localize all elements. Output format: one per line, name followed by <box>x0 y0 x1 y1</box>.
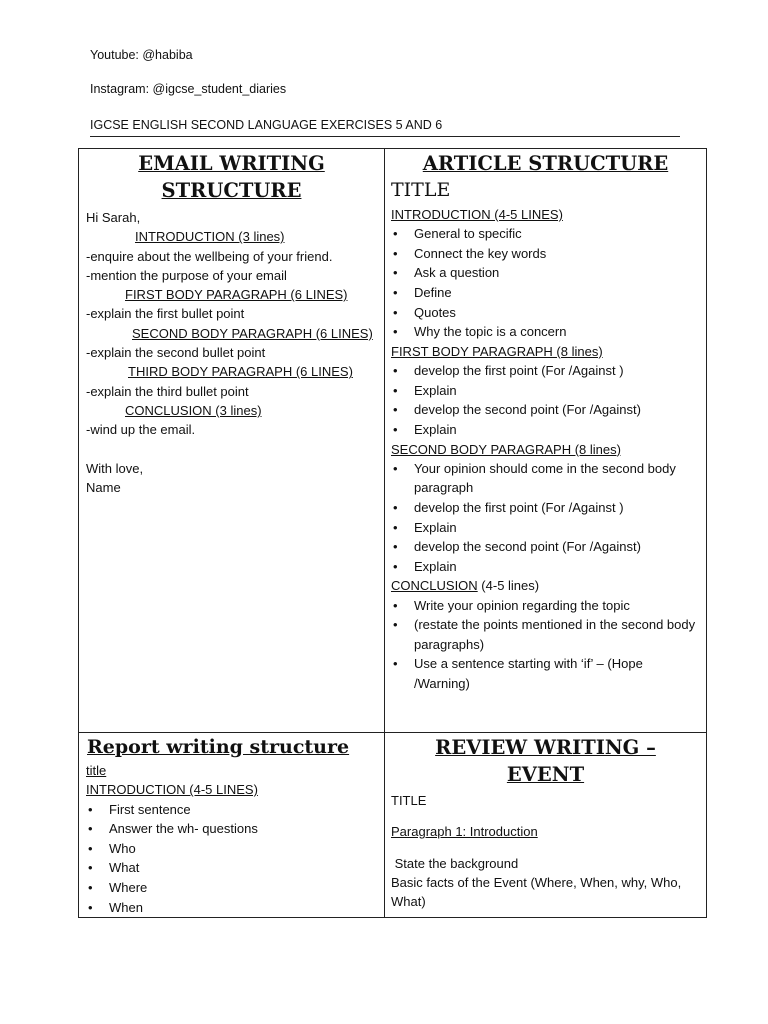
report-body <box>79 761 384 917</box>
email-name: Name <box>86 479 121 495</box>
course-title: IGCSE ENGLISH SECOND LANGUAGE EXERCISES 5 AND 6 <box>90 118 443 132</box>
article-body1-list <box>391 361 700 439</box>
header-divider <box>90 136 680 137</box>
list-item: • Connect the key words <box>391 244 700 264</box>
list-item: • (restate the points mentioned in the second body paragraphs) <box>391 615 700 654</box>
list-item: • develop the second point (For /Against) <box>391 400 700 420</box>
list-item: • Where <box>86 878 384 898</box>
review-title-line2: EVENT <box>506 763 585 786</box>
list-item: • develop the first point (For /Against ) <box>391 498 700 518</box>
report-title: Report writing structure <box>87 736 350 758</box>
email-signoff: With love, <box>86 460 144 476</box>
email-intro-line1: -enquire about the wellbeing of your friend. <box>86 248 333 264</box>
list-item: • First sentence <box>86 800 384 820</box>
email-body2-line: -explain the second bullet point <box>86 345 266 361</box>
article-intro-list <box>391 224 700 342</box>
email-conclusion-heading: CONCLUSION (3 lines) <box>125 402 262 418</box>
review-subtitle: TITLE <box>391 793 427 808</box>
article-title: ARTICLE STRUCTURE <box>422 152 669 175</box>
review-para1-heading: Paragraph 1: Introduction <box>391 824 538 840</box>
review-structure-cell <box>384 732 707 918</box>
review-background: State the background <box>391 855 519 871</box>
list-item: • What <box>86 858 384 878</box>
report-intro-heading: INTRODUCTION (4-5 LINES) <box>86 782 258 798</box>
list-item: • Explain <box>391 518 700 538</box>
list-item: • Explain <box>391 420 700 440</box>
article-body1-heading: FIRST BODY PARAGRAPH (8 lines) <box>391 343 603 359</box>
report-structure-cell <box>78 732 385 918</box>
list-item: • Who <box>86 839 384 859</box>
article-structure-cell <box>384 148 707 733</box>
list-item: • Use a sentence starting with ‘if’ – (Hope /Warning) <box>391 654 700 693</box>
list-item: • When <box>86 898 384 918</box>
report-subtitle: title <box>86 763 107 778</box>
instagram-handle: Instagram: @igcse_student_diaries <box>90 82 287 96</box>
list-item: • Explain <box>391 381 700 401</box>
report-intro-list <box>86 800 384 918</box>
email-body1-line: -explain the first bullet point <box>86 306 245 322</box>
article-body2-list <box>391 459 700 577</box>
article-conclusion-suffix: (4-5 lines) <box>477 578 540 594</box>
article-body <box>385 178 706 694</box>
email-title-line1: EMAIL WRITING <box>138 152 325 175</box>
list-item: • develop the first point (For /Against ) <box>391 361 700 381</box>
youtube-handle: Youtube: @habiba <box>90 48 193 62</box>
review-body <box>385 791 706 911</box>
article-intro-heading: INTRODUCTION (4-5 LINES) <box>391 207 563 222</box>
email-greeting: Hi Sarah, <box>86 210 141 225</box>
article-subtitle: TITLE <box>391 179 451 201</box>
email-conclusion-line: -wind up the email. <box>86 422 196 438</box>
email-body3-line: -explain the third bullet point <box>86 383 249 399</box>
list-item: • Your opinion should come in the second body paragraph <box>391 459 700 498</box>
email-structure-cell <box>78 148 385 733</box>
list-item: • Write your opinion regarding the topic <box>391 596 700 616</box>
article-conclusion-list <box>391 596 700 694</box>
list-item: • Why the topic is a concern <box>391 322 700 342</box>
list-item: • Ask a question <box>391 263 700 283</box>
email-body <box>79 204 384 497</box>
list-item: • Quotes <box>391 303 700 323</box>
article-body2-heading: SECOND BODY PARAGRAPH (8 lines) <box>391 441 621 457</box>
list-item: • develop the second point (For /Against) <box>391 537 700 557</box>
list-item: • General to specific <box>391 224 700 244</box>
list-item: • Answer the wh- questions <box>86 819 384 839</box>
review-facts: Basic facts of the Event (Where, When, why, Who, What) <box>391 874 682 910</box>
email-body1-heading: FIRST BODY PARAGRAPH (6 LINES) <box>125 287 348 303</box>
email-title-line2: STRUCTURE <box>161 179 302 202</box>
email-body2-heading: SECOND BODY PARAGRAPH (6 LINES) <box>132 325 373 341</box>
email-intro-line2: -mention the purpose of your email <box>86 267 287 283</box>
email-intro-heading: INTRODUCTION (3 lines) <box>135 229 285 245</box>
email-body3-heading: THIRD BODY PARAGRAPH (6 LINES) <box>128 364 353 380</box>
review-title-line1: REVIEW WRITING – <box>435 736 656 759</box>
article-conclusion-heading: CONCLUSION <box>391 578 478 594</box>
list-item: • Explain <box>391 557 700 577</box>
list-item: • Define <box>391 283 700 303</box>
